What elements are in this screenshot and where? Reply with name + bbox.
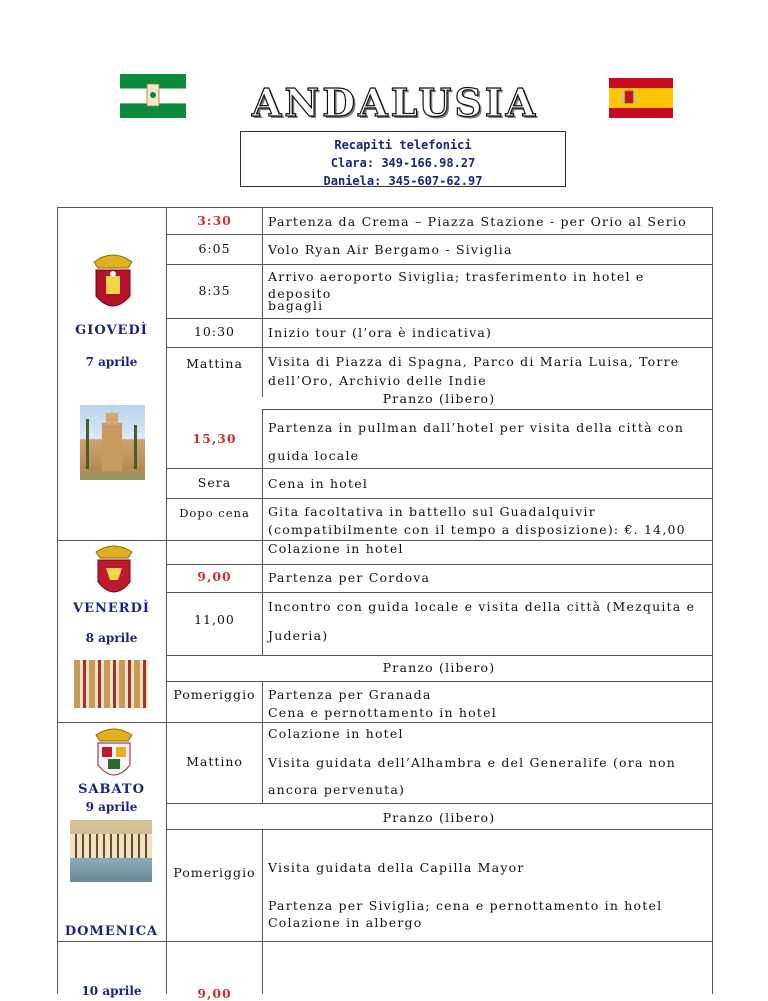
activity-cell: Inizio tour (l’ora è indicativa)	[268, 325, 493, 340]
activity-cell: Partenza per Granada	[268, 687, 432, 702]
mezquita-photo	[74, 660, 148, 708]
table-border-top	[57, 207, 712, 208]
table-divider-time	[262, 829, 263, 994]
day-name: SABATO	[78, 782, 145, 797]
day-name: VENERDÌ	[73, 601, 150, 616]
day-name: DOMENICA	[64, 924, 159, 939]
activity-cell: Gita facoltativa in battello sul Guadalquivir	[268, 504, 596, 519]
time-cell: 8:35	[198, 283, 231, 298]
contacts-box	[240, 131, 566, 187]
day-separator	[57, 722, 712, 723]
row-line	[166, 318, 712, 319]
activity-cell: Visita guidata dell’Alhambra e del Generalife (ora non	[268, 755, 676, 770]
row-line	[166, 498, 712, 499]
activity-cell: Visita di Piazza di Spagna, Parco di Maria Luisa, Torre	[268, 354, 680, 369]
time-cell: 3:30	[197, 213, 232, 228]
activity-cell: Juderia)	[268, 628, 329, 643]
activity-cell: Partenza per Siviglia; cena e pernottamento in hotel	[268, 898, 663, 913]
breakfast-note: Colazione in hotel	[268, 726, 404, 741]
day-date: 9 aprile	[85, 800, 138, 814]
table-border-right	[712, 207, 713, 994]
alhambra-photo	[70, 820, 152, 882]
row-line	[166, 681, 712, 682]
activity-cell: bagagli	[268, 298, 324, 313]
day-name: GIOVEDÌ	[75, 323, 148, 338]
activity-cell: dell’Oro, Archivio delle Indie	[268, 373, 487, 388]
time-cell: 11,00	[194, 612, 235, 627]
day-date: 7 aprile	[85, 355, 138, 369]
time-cell: 9,00	[197, 569, 232, 584]
contacts-title: Recapiti telefonici	[334, 138, 472, 152]
andalusia-flag-icon	[120, 74, 186, 118]
time-cell: Mattino	[186, 754, 243, 769]
lunch-note: Pranzo (libero)	[382, 391, 496, 406]
activity-cell: Partenza da Crema – Piazza Stazione - per Orio al Serio	[268, 214, 687, 229]
row-line	[166, 347, 712, 348]
contact-daniela: Daniela: 345-607-62.97	[323, 174, 483, 188]
row-line	[166, 264, 712, 265]
breakfast-note: Colazione in albergo	[268, 915, 423, 930]
activity-cell: (compatibilmente con il tempo a disposizione): €. 14,00	[268, 522, 686, 537]
activity-cell: Arrivo aeroporto Siviglia; trasferimento in hotel e deposito	[268, 269, 645, 301]
time-cell: Pomeriggio	[173, 865, 256, 880]
day-date: 10 aprile	[81, 984, 142, 998]
day-separator	[57, 941, 712, 942]
row-line	[166, 829, 712, 830]
lunch-note: Pranzo (libero)	[382, 660, 496, 675]
time-cell: Sera	[197, 475, 232, 490]
row-line	[166, 564, 712, 565]
row-line	[166, 468, 712, 469]
row-line	[166, 592, 712, 593]
cordoba-coat-of-arms-icon	[88, 540, 140, 602]
time-cell: Dopo cena	[179, 506, 250, 520]
activity-cell: Cena e pernottamento in hotel	[268, 705, 497, 720]
seville-coat-of-arms-icon	[84, 248, 142, 318]
row-line	[166, 655, 712, 656]
activity-cell: Partenza in pullman dall’hotel per visita della città con	[268, 420, 685, 435]
day-date: 8 aprile	[85, 631, 138, 645]
activity-cell: guida locale	[268, 448, 360, 463]
activity-cell: Visita guidata della Capilla Mayor	[268, 860, 525, 875]
time-cell: Pomeriggio	[173, 687, 256, 702]
lunch-note: Pranzo (libero)	[382, 810, 496, 825]
activity-cell: Incontro con guida locale e visita della città (Mezquita e	[268, 599, 696, 614]
breakfast-note: Colazione in hotel	[268, 541, 404, 556]
row-line	[166, 803, 712, 804]
torre-del-oro-photo	[80, 405, 145, 480]
time-cell: 15,30	[192, 431, 237, 446]
page-title: ANDALUSIA	[251, 80, 539, 125]
time-cell: Mattina	[186, 356, 243, 371]
row-line	[166, 234, 712, 235]
activity-cell: ancora pervenuta)	[268, 782, 406, 797]
time-cell: 6:05	[198, 241, 231, 256]
granada-coat-of-arms-icon	[88, 723, 140, 785]
activity-cell: Partenza per Cordova	[268, 570, 431, 585]
activity-cell: Cena in hotel	[268, 476, 369, 491]
activity-cell: Volo Ryan Air Bergamo - Siviglia	[268, 242, 513, 257]
spain-flag-icon	[609, 78, 673, 118]
row-line	[262, 409, 712, 410]
contact-clara: Clara: 349-166.98.27	[330, 156, 476, 170]
time-cell: 10:30	[193, 324, 236, 339]
time-cell: 9,00	[197, 986, 232, 1001]
